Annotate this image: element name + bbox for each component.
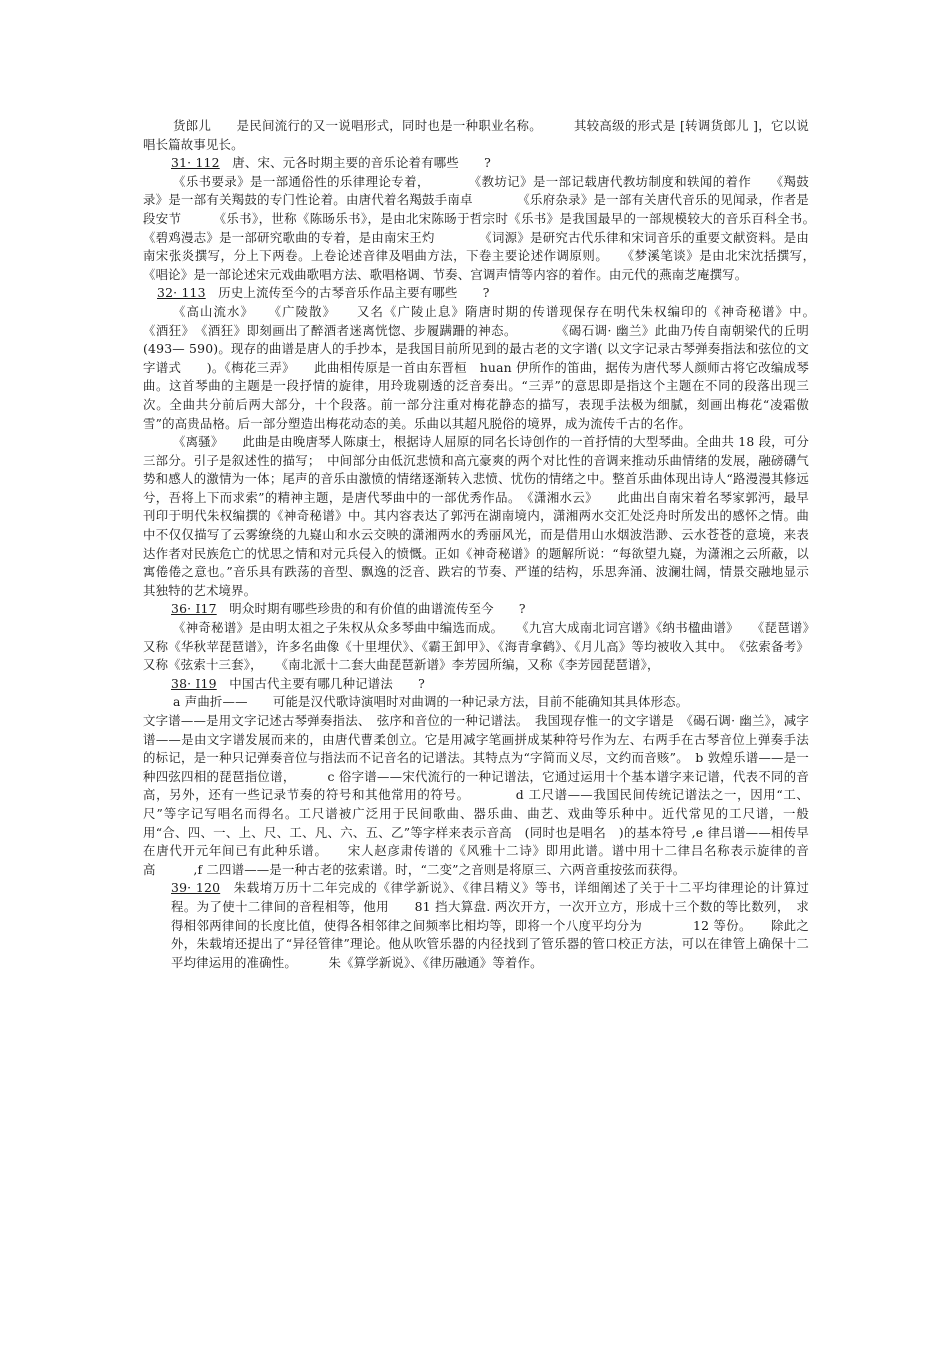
paragraph-text: 《乐书要录》是一部通俗性的乐律理论专着， 《教坊记》是一部记载唐代教坊制度和轶闻的着作 《羯鼓录》是一部有关羯鼓的专门性论着。由唐代着名羯鼓手南卓 《乐府杂录》是一部有关唐代音乐的见闻录，作者是段安节 《乐书》，世称《陈旸乐书》，是由北宋陈旸于哲宗时《乐书》是我国最早的一部规模较大的音乐百科全书。 《碧鸡漫志》是一部研究歌曲的专着，是由南宋王灼 《词源》是研究古代乐律和宋词音乐的重要文献资料。是由南宋张炎撰写，分上下两卷。上卷论述音律及唱曲方法，下卷主要论述作调原则。 《梦溪笔谈》是由北宋沈括撰写， 《唱论》是一部论述宋元戏曲歌唱方法、歌唱格调、节奏、宫调声情等内容的着作。由元代的燕南芝庵撰写。 [143, 173, 860, 282]
paragraph-text: 明众时期有哪些珍贵的和有价值的曲谱流传至今 ? [216, 601, 526, 617]
paragraph-guqin-works [143, 303, 835, 433]
paragraph-text: 文字谱——是用文字记述古琴弹奏指法、 弦序和音位的一种记谱法。 我国现存惟一的文字谱是 《碣石调· 幽兰》，减字谱——是由文字谱发展而来的，由唐代曹柔创立。它是用减字笔画拼成某种符号作为左、右两手在古琴音位上弹奏手法的标记，是一种只记弹奏音位与指法而不记音名的记谱法。其特点为“字简而义尽，文约而音赅”。 b 敦煌乐谱——是一种四弦四相的琵琶指位谱， c 俗字谱——宋代流行的一种记谱法，它通过运用十个基本谱字来记谱，代表不同的音高，另外，还有一些记录节奏的符号和其他常用的符号。 d 工尺谱——我国民间传统记谱法之一，因用“工、尺”等字记写唱名而得名。工尺谱被广泛用于民间歌曲、器乐曲、曲艺、戏曲等乐种中。近代常见的工尺谱，一般用“合、四、一、上、尺、工、凡、六、五、乙”等字样来表示音高 (同时也是唱名 )的基本符号 ,e 律吕谱——相传早在唐代开元年间已有此种乐谱。 宋人赵彦肃传谱的《风雅十二诗》即用此谱。谱中用十二律吕名称表示旋律的音高 ,f 二四谱——是一种古老的弦索谱。时，“二变”之音则是将原三、六两音重按弦而获得。 [143, 713, 809, 877]
question-36 [143, 600, 809, 619]
paragraph-lisao [143, 433, 809, 600]
question-39 [143, 879, 809, 972]
paragraph-huolanger [143, 117, 809, 154]
paragraph-text: 唐、宋、元各时期主要的音乐论着有哪些 ? [219, 155, 491, 171]
document-body [143, 117, 860, 972]
paragraph-text: 朱载堉万历十二年完成的《律学新说》、《律吕精义》等书，详细阐述了关于十二平均律理论的计算过程。为了使十二律间的音程相等，他用 81 挡大算盘. 两次开方，一次开立方，形成十三个数的等比数列， 求得相邻两律间的长度比值，使得各相邻律之间频率比相均等，即将一个八度平均分为 12 等份。 除此之外，朱载堉还提出了“异径管律”理论。他从吹管乐器的内径找到了管乐器的管口校正方法，可以在律管上确保十二平均律运用的准确性。 朱《算学新说》、《律历融通》等着作。 [171, 880, 809, 970]
question-number: 31· 112 [171, 155, 220, 171]
paragraph-text: a 声曲折—— 可能是汉代歌诗演唱时对曲调的一种记录方法，目前不能确知其具体形态。 [173, 694, 689, 710]
paragraph-text: 中国古代主要有哪几种记谱法 ? [216, 675, 426, 691]
question-number: 36· I17 [171, 601, 217, 617]
paragraph-text: 《神奇秘谱》是由明太祖之子朱权从众多琴曲中编选而成。 《九宫大成南北词宫谱》《纳书楹曲谱》 《琵琶谱》又称《华秋苹琵琶谱》，许多名曲像《十里埋伏》、《霸王卸甲》、《海青拿鹤》、《月儿高》等均被收入其中。 《弦索备考》又称《弦索十三套》， 《南北派十二套大曲琵琶新谱》李芳园所编，又称《李芳园琵琶谱》， [143, 620, 809, 673]
paragraph-text: 货郎儿 是民间流行的又一说唱形式，同时也是一种职业名称。 其较高级的形式是 [转调货郎儿 ]，它以说唱长篇故事见长。 [143, 118, 809, 152]
question-38 [143, 675, 809, 694]
paragraph-notation-systems [143, 712, 809, 879]
paragraph-ming-qing-scores [143, 619, 809, 675]
paragraph-music-treatises [143, 173, 860, 285]
question-number: 39· 120 [171, 880, 221, 896]
question-31 [143, 154, 809, 173]
paragraph-text: 历史上流传至今的古琴音乐作品主要有哪些 ? [205, 285, 490, 301]
paragraph-shengquzhe [143, 693, 809, 712]
question-32 [143, 284, 809, 303]
question-number: 32· 113 [157, 285, 206, 301]
question-number: 38· I19 [171, 675, 217, 691]
paragraph-text: 《高山流水》 《广陵散》 又名《广陵止息》隋唐时期的传谱现保存在明代朱权编印的《神奇秘谱》中。 《酒狂》 《酒狂》即刻画出了醉酒者迷离恍惚、步履蹒跚的神态。 《碣石调· 幽兰》此曲乃传自南朝梁代的丘明 (493— 590)。现存的曲谱是唐人的手抄本，是我国目前所见到的最古老的文字谱( 以文字记录古琴弹奏指法和弦位的文字谱式 )。《梅花三弄》 此曲相传原是一首由东晋桓 huan 伊所作的笛曲，据传为唐代琴人颜师古将它改编成琴曲。这首琴曲的主题是一段抒情的旋律，用玲珑剔透的泛音奏出。“三弄”的意思即是指这个主题在不同的段落出现三次。全曲共分前后两大部分，十个段落。前一部分注重对梅花静态的描写，表现手法极为细腻，刻画出梅花“凌霜傲雪”的高贵品格。后一部分塑造出梅花动态的美。乐曲以其超凡脱俗的境界，成为流传千古的名作。 [143, 303, 835, 431]
paragraph-text: 《离骚》 此曲是由晚唐琴人陈康士，根据诗人屈原的同名长诗创作的一首抒情的大型琴曲。全曲共 18 段，可分三部分。引子是叙述性的描写； 中间部分由低沉悲愤和高亢豪爽的两个对比性的音调来推动乐曲情绪的发展，融磅礴气势和感人的激情为一体；尾声的音乐由激愤的情绪逐渐转入悲愤、忧伤的情绪之中。整首乐曲体现出诗人“路漫漫其修远兮，吾将上下而求索”的精神主题，是唐代琴曲中的一部优秀作品。 《潇湘水云》 此曲出自南宋着名琴家郭沔，最早刊印于明代朱权编撰的《神奇秘谱》中。其内容表达了郭沔在湖南境内，潇湘两水交汇处泛舟时所发出的感怀之情。曲中不仅仅描写了云雾缭绕的九嶷山和水云交映的潇湘两水的秀丽风光，而是借用山水烟波浩渺、云水苍苍的意境，来表达作者对民族危亡的忧思之情和对元兵侵入的愤慨。正如《神奇秘谱》的题解所说：“每欲望九嶷，为潇湘之云所蔽，以寓倦倦之意也。”音乐具有跌荡的音型、飘逸的泛音、跌宕的节奏、严谨的结构，乐思奔涌、波澜壮阔，情景交融地显示其独特的艺术境界。 [143, 434, 809, 598]
